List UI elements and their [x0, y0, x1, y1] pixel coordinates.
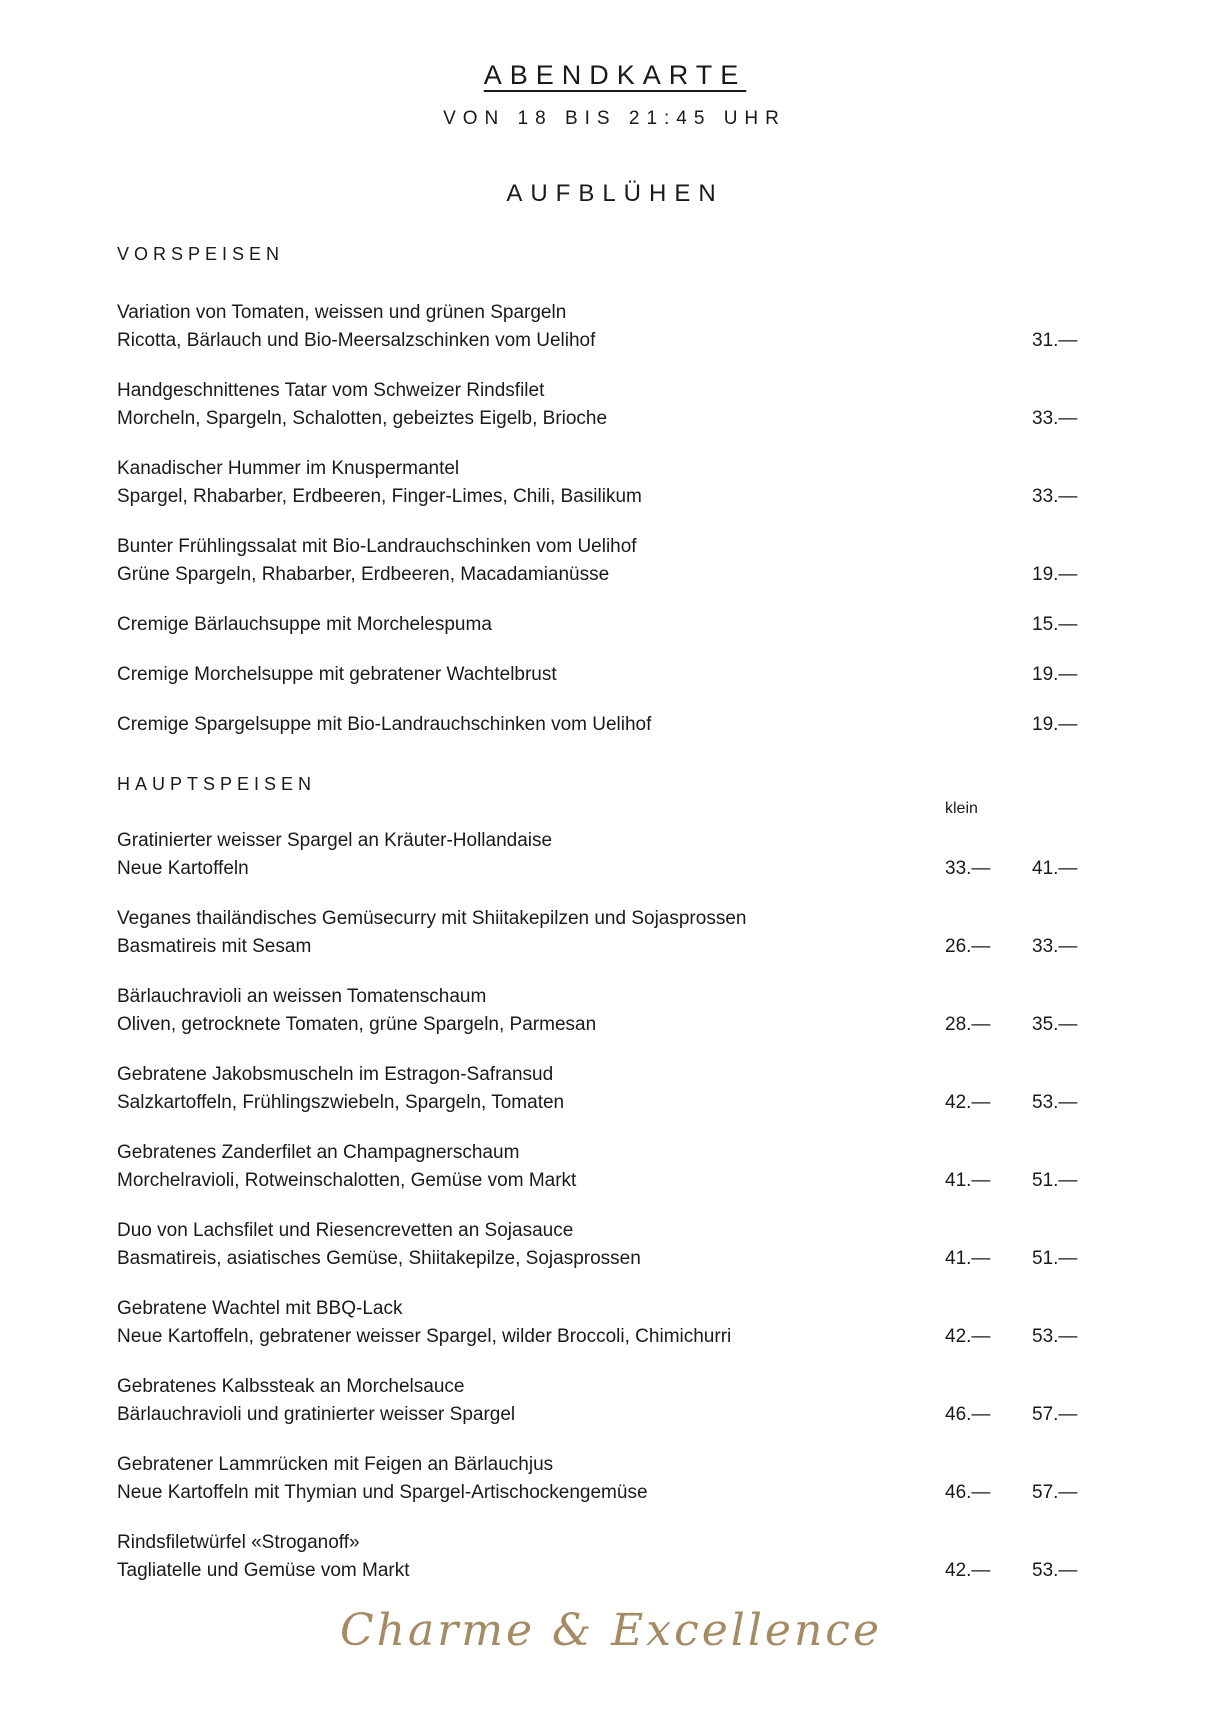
dish-price: 53.—	[1032, 1560, 1078, 1581]
dish-name: Gebratene Wachtel mit BBQ-Lack	[117, 1298, 403, 1319]
section-title: AUFBLÜHEN	[506, 180, 724, 207]
dish-description: Oliven, getrocknete Tomaten, grüne Spargeln, Parmesan	[117, 1014, 597, 1035]
dish-description: Bärlauchravioli und gratinierter weisser Spargel	[117, 1404, 516, 1425]
dish-name: Variation von Tomaten, weissen und grünen Spargeln	[117, 302, 567, 323]
dish-price: 19.—	[1032, 714, 1078, 735]
dish-name: Gebratener Lammrücken mit Feigen an Bärlauchjus	[117, 1454, 554, 1475]
dish-name: Handgeschnittenes Tatar vom Schweizer Rindsfilet	[117, 380, 545, 401]
dish-name: Duo von Lachsfilet und Riesencrevetten an Sojasauce	[117, 1220, 574, 1241]
dish-description: Basmatireis mit Sesam	[117, 936, 312, 957]
list-item	[117, 661, 1077, 689]
list-item	[117, 711, 1077, 739]
dish-price: 15.—	[1032, 614, 1078, 635]
dish-description: Spargel, Rhabarber, Erdbeeren, Finger-Limes, Chili, Basilikum	[117, 486, 642, 507]
dish-price: 57.—	[1032, 1404, 1078, 1425]
category-heading-vorspeisen: VORSPEISEN	[117, 244, 285, 264]
dish-price-small: 42.—	[945, 1560, 991, 1581]
dish-name: Gratinierter weisser Spargel an Kräuter-Hollandaise	[117, 830, 553, 851]
dish-price: 53.—	[1032, 1326, 1078, 1347]
list-item	[117, 1451, 1077, 1507]
list-item	[117, 1217, 1077, 1273]
dish-price: 33.—	[1032, 486, 1078, 507]
menu-title: ABENDKARTE	[483, 60, 747, 90]
dish-name: Bärlauchravioli an weissen Tomatenschaum	[117, 986, 487, 1007]
dish-description: Morcheln, Spargeln, Schalotten, gebeiztes Eigelb, Brioche	[117, 408, 608, 429]
dish-price-small: 42.—	[945, 1092, 991, 1113]
dish-description: Basmatireis, asiatisches Gemüse, Shiitakepilze, Sojasprossen	[117, 1248, 641, 1269]
dish-price: 31.—	[1032, 330, 1078, 351]
dish-price: 51.—	[1032, 1248, 1078, 1269]
list-item	[117, 983, 1077, 1039]
dish-description: Salzkartoffeln, Frühlingszwiebeln, Spargeln, Tomaten	[117, 1092, 565, 1113]
dish-price: 35.—	[1032, 1014, 1078, 1035]
dish-description: Tagliatelle und Gemüse vom Markt	[117, 1560, 410, 1581]
dish-description: Neue Kartoffeln mit Thymian und Spargel-Artischockengemüse	[117, 1482, 648, 1503]
dish-description: Grüne Spargeln, Rhabarber, Erdbeeren, Macadamianüsse	[117, 564, 610, 585]
dish-price: 33.—	[1032, 408, 1078, 429]
dish-price-small: 33.—	[945, 858, 991, 879]
dish-name: Veganes thailändisches Gemüsecurry mit Shiitakepilzen und Sojasprossen	[117, 908, 747, 929]
brand-logo: Charme & Excellence	[340, 1605, 882, 1656]
list-item	[117, 1373, 1077, 1429]
dish-price: 41.—	[1032, 858, 1078, 879]
dish-price-small: 28.—	[945, 1014, 991, 1035]
dish-price: 57.—	[1032, 1482, 1078, 1503]
category-heading-hauptspeisen: HAUPTSPEISEN	[117, 774, 317, 794]
list-item	[117, 1529, 1077, 1585]
menu-hours: VON 18 BIS 21:45 UHR	[443, 108, 786, 129]
dish-name: Gebratenes Kalbssteak an Morchelsauce	[117, 1376, 465, 1397]
dish-price-small: 46.—	[945, 1482, 991, 1503]
dish-price: 19.—	[1032, 564, 1078, 585]
dish-name: Bunter Frühlingssalat mit Bio-Landrauchschinken vom Uelihof	[117, 536, 637, 557]
dish-name: Cremige Bärlauchsuppe mit Morchelespuma	[117, 614, 492, 635]
dish-price: 53.—	[1032, 1092, 1078, 1113]
dish-price-small: 26.—	[945, 936, 991, 957]
dish-price: 51.—	[1032, 1170, 1078, 1191]
small-portion-label: klein	[945, 800, 978, 817]
list-item	[117, 1061, 1077, 1117]
list-item	[117, 611, 1077, 639]
dish-price: 33.—	[1032, 936, 1078, 957]
list-item	[117, 299, 1077, 355]
list-item	[117, 533, 1077, 589]
dish-name: Kanadischer Hummer im Knuspermantel	[117, 458, 460, 479]
dish-name: Gebratenes Zanderfilet an Champagnerschaum	[117, 1142, 520, 1163]
list-item	[117, 905, 1077, 961]
list-item	[117, 377, 1077, 433]
dish-description: Morchelravioli, Rotweinschalotten, Gemüse vom Markt	[117, 1170, 577, 1191]
dish-price-small: 41.—	[945, 1170, 991, 1191]
dish-name: Rindsfiletwürfel «Stroganoff»	[117, 1532, 360, 1553]
dish-price-small: 41.—	[945, 1248, 991, 1269]
dish-name: Gebratene Jakobsmuscheln im Estragon-Safransud	[117, 1064, 554, 1085]
dish-description: Neue Kartoffeln	[117, 858, 249, 879]
list-item	[117, 827, 1077, 883]
list-item	[117, 1139, 1077, 1195]
list-item	[117, 1295, 1077, 1351]
dish-price-small: 46.—	[945, 1404, 991, 1425]
list-item	[117, 455, 1077, 511]
dish-name: Cremige Morchelsuppe mit gebratener Wachtelbrust	[117, 664, 557, 685]
dish-price: 19.—	[1032, 664, 1078, 685]
dish-name: Cremige Spargelsuppe mit Bio-Landrauchschinken vom Uelihof	[117, 714, 652, 735]
dish-description: Neue Kartoffeln, gebratener weisser Spargel, wilder Broccoli, Chimichurri	[117, 1326, 732, 1347]
dish-description: Ricotta, Bärlauch und Bio-Meersalzschinken vom Uelihof	[117, 330, 596, 351]
dish-price-small: 42.—	[945, 1326, 991, 1347]
